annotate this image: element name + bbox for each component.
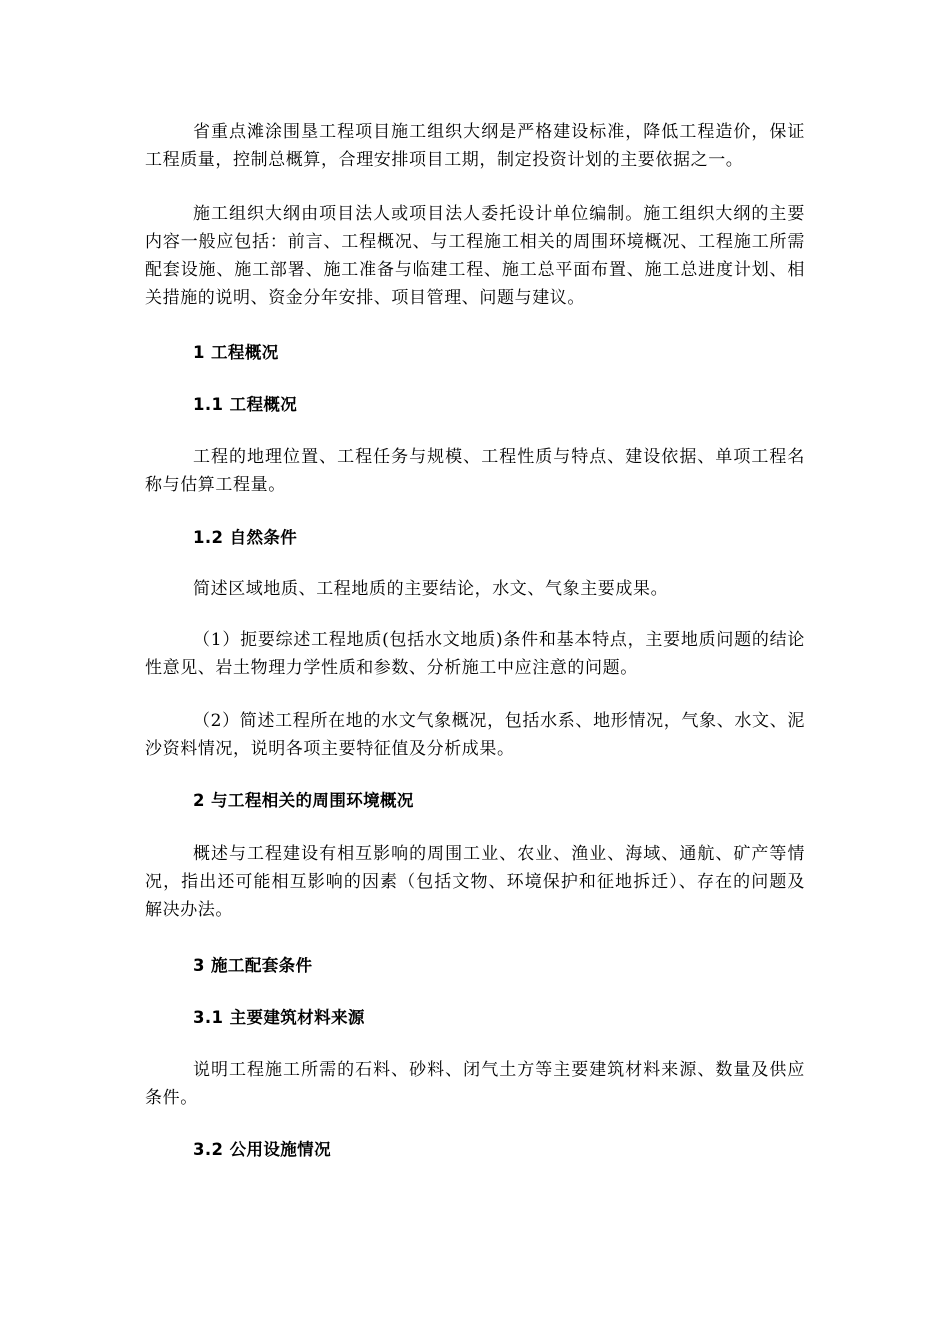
paragraph-project-overview: 工程的地理位置、工程任务与规模、工程性质与特点、建设依据、单项工程名称与估算工程量。 — [145, 447, 805, 495]
paragraph-materials: 说明工程施工所需的石料、砂料、闭气土方等主要建筑材料来源、数量及供应条件。 — [145, 1060, 805, 1108]
heading-section-3-1: 3.1 主要建筑材料来源 — [193, 1008, 365, 1027]
heading-section-1-2: 1.2 自然条件 — [193, 528, 298, 547]
paragraph-environment: 概述与工程建设有相互影响的周围工业、农业、渔业、海域、通航、矿产等情况，指出还可能相互影响的因素（包括文物、环境保护和征地拆迁）、存在的问题及解决办法。 — [145, 844, 805, 920]
heading-section-3: 3 施工配套条件 — [193, 956, 313, 975]
heading-section-1-1: 1.1 工程概况 — [193, 395, 298, 414]
heading-section-2: 2 与工程相关的周围环境概况 — [193, 791, 414, 810]
paragraph-natural-conditions: 简述区域地质、工程地质的主要结论，水文、气象主要成果。 — [193, 579, 669, 599]
paragraph-outline-content: 施工组织大纲由项目法人或项目法人委托设计单位编制。施工组织大纲的主要内容一般应包括：前言、工程概况、与工程施工相关的周围环境概况、工程施工所需配套设施、施工部署、施工准备与临建工程、施工总平面布置、施工总进度计划、相关措施的说明、资金分年安排、项目管理、问题与建议。 — [145, 204, 805, 308]
heading-section-3-2: 3.2 公用设施情况 — [193, 1140, 331, 1159]
heading-section-1: 1 工程概况 — [193, 343, 279, 362]
paragraph-item-1: （1）扼要综述工程地质(包括水文地质)条件和基本特点，主要地质问题的结论性意见、岩土物理力学性质和参数、分析施工中应注意的问题。 — [145, 630, 805, 678]
paragraph-intro: 省重点滩涂围垦工程项目施工组织大纲是严格建设标准，降低工程造价，保证工程质量，控制总概算，合理安排项目工期，制定投资计划的主要依据之一。 — [145, 122, 805, 170]
paragraph-item-2: （2）简述工程所在地的水文气象概况，包括水系、地形情况，气象、水文、泥沙资料情况，说明各项主要特征值及分析成果。 — [145, 711, 805, 759]
